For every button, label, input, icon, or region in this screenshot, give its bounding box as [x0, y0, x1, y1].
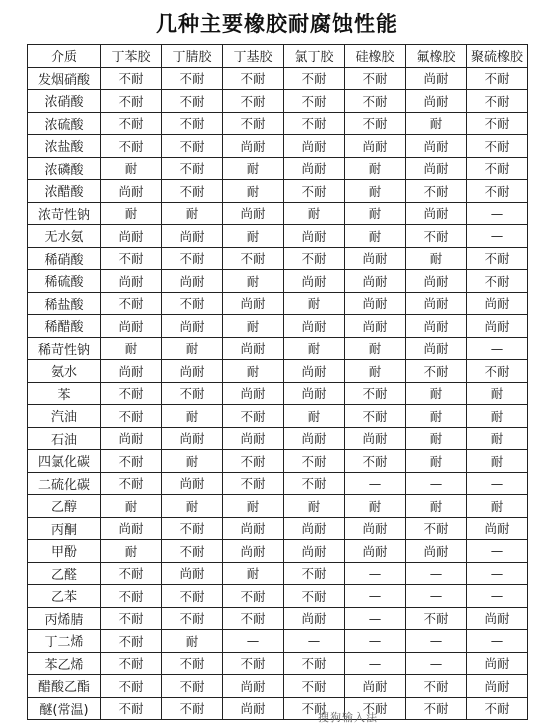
rating-cell: 耐: [284, 337, 345, 360]
rating-cell: —: [345, 562, 406, 585]
rating-cell: 尚耐: [467, 652, 528, 675]
rating-cell: 耐: [223, 157, 284, 180]
rating-cell: —: [467, 562, 528, 585]
rating-cell: 尚耐: [406, 67, 467, 90]
rating-cell: 不耐: [284, 112, 345, 135]
rating-cell: 不耐: [101, 90, 162, 113]
rating-cell: 尚耐: [345, 675, 406, 698]
rating-cell: 尚耐: [284, 540, 345, 563]
rating-cell: 尚耐: [101, 270, 162, 293]
table-row: [28, 360, 528, 383]
table-row: [28, 180, 528, 203]
medium-cell: 发烟硝酸: [28, 67, 101, 90]
rating-cell: 不耐: [101, 135, 162, 158]
rating-cell: 不耐: [284, 67, 345, 90]
rating-cell: 耐: [223, 270, 284, 293]
medium-cell: 稀苛性钠: [28, 337, 101, 360]
table-row: [28, 652, 528, 675]
rating-cell: —: [223, 630, 284, 653]
rating-cell: 不耐: [101, 652, 162, 675]
rating-cell: 不耐: [467, 135, 528, 158]
medium-cell: 浓磷酸: [28, 157, 101, 180]
rating-cell: 不耐: [406, 697, 467, 720]
rating-cell: 尚耐: [467, 517, 528, 540]
rating-cell: 不耐: [101, 675, 162, 698]
medium-cell: 四氯化碳: [28, 450, 101, 473]
rating-cell: 耐: [467, 427, 528, 450]
medium-cell: 苯乙烯: [28, 652, 101, 675]
rating-cell: 不耐: [162, 697, 223, 720]
medium-cell: 浓苛性钠: [28, 202, 101, 225]
rating-cell: 不耐: [467, 157, 528, 180]
medium-cell: 氨水: [28, 360, 101, 383]
rating-cell: 不耐: [162, 135, 223, 158]
rating-cell: 不耐: [162, 382, 223, 405]
rating-cell: 耐: [162, 202, 223, 225]
rating-cell: 尚耐: [223, 337, 284, 360]
rating-cell: 不耐: [284, 562, 345, 585]
rating-cell: 不耐: [101, 247, 162, 270]
rating-cell: 尚耐: [284, 517, 345, 540]
rating-cell: 不耐: [284, 585, 345, 608]
rating-cell: 耐: [345, 495, 406, 518]
column-header-rubber: 丁基胶: [223, 45, 284, 68]
rating-cell: 不耐: [284, 675, 345, 698]
rating-cell: 尚耐: [345, 540, 406, 563]
rating-cell: 不耐: [284, 472, 345, 495]
rating-cell: 不耐: [345, 112, 406, 135]
rating-cell: 尚耐: [345, 315, 406, 338]
rating-cell: 耐: [284, 292, 345, 315]
rating-cell: 尚耐: [345, 270, 406, 293]
rating-cell: 不耐: [284, 697, 345, 720]
rating-cell: 不耐: [101, 607, 162, 630]
rating-cell: 耐: [101, 495, 162, 518]
rating-cell: 不耐: [101, 472, 162, 495]
rating-cell: —: [406, 562, 467, 585]
rating-cell: 耐: [467, 405, 528, 428]
rating-cell: 不耐: [162, 540, 223, 563]
rating-cell: 不耐: [223, 405, 284, 428]
rating-cell: 不耐: [345, 90, 406, 113]
rating-cell: 不耐: [406, 675, 467, 698]
rating-cell: 不耐: [345, 697, 406, 720]
table-row: [28, 405, 528, 428]
rating-cell: 尚耐: [345, 247, 406, 270]
rating-cell: 耐: [162, 405, 223, 428]
medium-cell: 浓硝酸: [28, 90, 101, 113]
rating-cell: 耐: [467, 450, 528, 473]
rating-cell: 耐: [101, 202, 162, 225]
rating-cell: 耐: [101, 540, 162, 563]
rating-cell: 耐: [284, 405, 345, 428]
table-row: [28, 337, 528, 360]
rating-cell: 尚耐: [284, 382, 345, 405]
rating-cell: 不耐: [162, 67, 223, 90]
medium-cell: 汽油: [28, 405, 101, 428]
rating-cell: 尚耐: [223, 517, 284, 540]
rating-cell: 不耐: [467, 360, 528, 383]
column-header-rubber: 硅橡胶: [345, 45, 406, 68]
rating-cell: —: [467, 337, 528, 360]
table-row: [28, 202, 528, 225]
rating-cell: 不耐: [467, 90, 528, 113]
rating-cell: 尚耐: [406, 157, 467, 180]
rating-cell: 不耐: [223, 472, 284, 495]
rating-cell: 不耐: [467, 247, 528, 270]
rating-cell: 尚耐: [284, 157, 345, 180]
rating-cell: 耐: [406, 405, 467, 428]
rating-cell: 耐: [406, 450, 467, 473]
rating-cell: 耐: [162, 337, 223, 360]
rating-cell: 不耐: [467, 67, 528, 90]
rating-cell: 不耐: [406, 607, 467, 630]
page-title: 几种主要橡胶耐腐蚀性能: [156, 12, 398, 36]
rating-cell: 耐: [345, 180, 406, 203]
rating-cell: 耐: [223, 315, 284, 338]
rating-cell: 不耐: [101, 630, 162, 653]
rating-cell: 尚耐: [284, 427, 345, 450]
rating-cell: 耐: [223, 360, 284, 383]
medium-cell: 稀硝酸: [28, 247, 101, 270]
rating-cell: 尚耐: [223, 202, 284, 225]
table-row: [28, 517, 528, 540]
rating-cell: 耐: [406, 382, 467, 405]
table-row: [28, 135, 528, 158]
rating-cell: 不耐: [162, 652, 223, 675]
rating-cell: 耐: [345, 202, 406, 225]
rating-cell: 不耐: [223, 112, 284, 135]
footer-watermark: 搜狗输入法: [318, 711, 378, 724]
rating-cell: 尚耐: [101, 225, 162, 248]
rating-cell: 尚耐: [345, 135, 406, 158]
rating-cell: —: [467, 202, 528, 225]
table-body: [28, 67, 528, 720]
rating-cell: 不耐: [406, 225, 467, 248]
rating-cell: 不耐: [223, 67, 284, 90]
rating-cell: 尚耐: [406, 315, 467, 338]
rating-cell: 不耐: [467, 270, 528, 293]
rating-cell: 尚耐: [406, 135, 467, 158]
medium-cell: 稀醋酸: [28, 315, 101, 338]
rating-cell: 耐: [223, 180, 284, 203]
rating-cell: 尚耐: [284, 225, 345, 248]
rating-cell: —: [345, 472, 406, 495]
rating-cell: 耐: [101, 337, 162, 360]
rating-cell: 耐: [223, 562, 284, 585]
rating-cell: 尚耐: [284, 607, 345, 630]
rating-cell: 耐: [406, 427, 467, 450]
rating-cell: 不耐: [345, 67, 406, 90]
rating-cell: 尚耐: [223, 292, 284, 315]
rating-cell: 不耐: [162, 247, 223, 270]
medium-cell: 苯: [28, 382, 101, 405]
rating-cell: 不耐: [101, 112, 162, 135]
rating-cell: 尚耐: [223, 675, 284, 698]
rating-cell: 不耐: [406, 180, 467, 203]
rating-cell: 耐: [345, 337, 406, 360]
rating-cell: —: [467, 630, 528, 653]
rating-cell: 不耐: [162, 517, 223, 540]
rating-cell: 不耐: [162, 157, 223, 180]
table-row: [28, 157, 528, 180]
rating-cell: 耐: [406, 495, 467, 518]
rating-cell: 耐: [284, 202, 345, 225]
table-row: [28, 562, 528, 585]
table-row: [28, 540, 528, 563]
column-header-rubber: 氯丁胶: [284, 45, 345, 68]
medium-cell: 乙醇: [28, 495, 101, 518]
table-row: [28, 247, 528, 270]
table-row: [28, 495, 528, 518]
rating-cell: 尚耐: [284, 360, 345, 383]
rating-cell: 不耐: [284, 90, 345, 113]
medium-cell: 丙酮: [28, 517, 101, 540]
rating-cell: 尚耐: [223, 427, 284, 450]
medium-cell: 浓盐酸: [28, 135, 101, 158]
rating-cell: 不耐: [162, 585, 223, 608]
rating-cell: 不耐: [284, 247, 345, 270]
table-row: [28, 270, 528, 293]
table-row: [28, 472, 528, 495]
rating-cell: —: [467, 472, 528, 495]
column-header-rubber: 丁苯胶: [101, 45, 162, 68]
table-row: [28, 112, 528, 135]
rating-cell: 不耐: [101, 405, 162, 428]
rating-cell: 尚耐: [406, 270, 467, 293]
rating-cell: 耐: [345, 360, 406, 383]
header-row: [28, 45, 528, 68]
table-row: [28, 427, 528, 450]
rating-cell: 耐: [345, 157, 406, 180]
table-row: [28, 225, 528, 248]
rating-cell: 不耐: [223, 607, 284, 630]
medium-cell: 丙烯腈: [28, 607, 101, 630]
table-row: [28, 630, 528, 653]
rating-cell: —: [467, 540, 528, 563]
rating-cell: 不耐: [345, 405, 406, 428]
rating-cell: 尚耐: [406, 540, 467, 563]
rating-cell: 尚耐: [162, 270, 223, 293]
rating-cell: 不耐: [406, 360, 467, 383]
medium-cell: 二硫化碳: [28, 472, 101, 495]
medium-cell: 浓硫酸: [28, 112, 101, 135]
rating-cell: —: [467, 225, 528, 248]
rating-cell: 不耐: [284, 450, 345, 473]
rating-cell: 尚耐: [406, 292, 467, 315]
medium-cell: 无水氨: [28, 225, 101, 248]
rating-cell: 尚耐: [223, 135, 284, 158]
rating-cell: 不耐: [284, 652, 345, 675]
rating-cell: 尚耐: [223, 382, 284, 405]
rating-cell: 不耐: [101, 450, 162, 473]
rating-cell: 不耐: [406, 517, 467, 540]
rating-cell: 尚耐: [162, 427, 223, 450]
rating-cell: 不耐: [101, 697, 162, 720]
medium-cell: 乙醛: [28, 562, 101, 585]
medium-cell: 石油: [28, 427, 101, 450]
rating-cell: 不耐: [223, 450, 284, 473]
rating-cell: 不耐: [162, 292, 223, 315]
rating-cell: 不耐: [345, 382, 406, 405]
corrosion-resistance-table: [27, 44, 528, 720]
table-row: [28, 450, 528, 473]
rating-cell: 耐: [406, 112, 467, 135]
rating-cell: 尚耐: [162, 562, 223, 585]
table-row: [28, 67, 528, 90]
rating-cell: 尚耐: [284, 135, 345, 158]
rating-cell: 尚耐: [467, 315, 528, 338]
table-row: [28, 675, 528, 698]
rating-cell: 尚耐: [101, 360, 162, 383]
medium-cell: 醚(常温): [28, 697, 101, 720]
rating-cell: 尚耐: [162, 225, 223, 248]
rating-cell: 耐: [162, 495, 223, 518]
rating-cell: —: [467, 585, 528, 608]
rating-cell: —: [406, 585, 467, 608]
table-row: [28, 90, 528, 113]
table-row: [28, 292, 528, 315]
rating-cell: 耐: [162, 450, 223, 473]
rating-cell: 尚耐: [162, 360, 223, 383]
rating-cell: 尚耐: [406, 90, 467, 113]
rating-cell: —: [345, 630, 406, 653]
medium-cell: 稀硫酸: [28, 270, 101, 293]
rating-cell: 不耐: [162, 607, 223, 630]
medium-cell: 甲酚: [28, 540, 101, 563]
table-row: [28, 607, 528, 630]
rating-cell: 不耐: [101, 292, 162, 315]
rating-cell: 尚耐: [406, 337, 467, 360]
rating-cell: 不耐: [345, 450, 406, 473]
rating-cell: —: [406, 652, 467, 675]
rating-cell: 尚耐: [223, 540, 284, 563]
rating-cell: 耐: [223, 495, 284, 518]
rating-cell: —: [284, 630, 345, 653]
column-header-rubber: 氟橡胶: [406, 45, 467, 68]
rating-cell: 不耐: [162, 112, 223, 135]
table-row: [28, 585, 528, 608]
medium-cell: 乙苯: [28, 585, 101, 608]
rating-cell: 不耐: [223, 585, 284, 608]
rating-cell: 耐: [406, 247, 467, 270]
rating-cell: 不耐: [162, 90, 223, 113]
rating-cell: 不耐: [223, 90, 284, 113]
rating-cell: 尚耐: [284, 270, 345, 293]
rating-cell: 耐: [345, 225, 406, 248]
rating-cell: 不耐: [223, 247, 284, 270]
rating-cell: 不耐: [101, 562, 162, 585]
rating-cell: 不耐: [101, 382, 162, 405]
rating-cell: 耐: [467, 495, 528, 518]
table-row: [28, 315, 528, 338]
rating-cell: 尚耐: [467, 675, 528, 698]
rating-cell: 耐: [284, 495, 345, 518]
rating-cell: 不耐: [162, 180, 223, 203]
rating-cell: 不耐: [101, 67, 162, 90]
medium-cell: 稀盐酸: [28, 292, 101, 315]
medium-cell: 醋酸乙酯: [28, 675, 101, 698]
rating-cell: 不耐: [284, 180, 345, 203]
column-header-rubber: 丁腈胶: [162, 45, 223, 68]
medium-cell: 丁二烯: [28, 630, 101, 653]
rating-cell: 尚耐: [345, 517, 406, 540]
rating-cell: 不耐: [467, 697, 528, 720]
column-header-medium: 介质: [28, 45, 101, 68]
rating-cell: —: [406, 472, 467, 495]
rating-cell: 尚耐: [467, 607, 528, 630]
rating-cell: 不耐: [101, 585, 162, 608]
rating-cell: 不耐: [223, 652, 284, 675]
rating-cell: 尚耐: [345, 427, 406, 450]
rating-cell: 耐: [101, 157, 162, 180]
rating-cell: 不耐: [467, 112, 528, 135]
rating-cell: 耐: [223, 225, 284, 248]
rating-cell: —: [406, 630, 467, 653]
rating-cell: 耐: [467, 382, 528, 405]
rating-cell: —: [345, 607, 406, 630]
rating-cell: 尚耐: [162, 472, 223, 495]
rating-cell: 尚耐: [101, 427, 162, 450]
rating-cell: 尚耐: [101, 517, 162, 540]
rating-cell: 尚耐: [162, 315, 223, 338]
rating-cell: 尚耐: [101, 315, 162, 338]
rating-cell: —: [345, 652, 406, 675]
rating-cell: 不耐: [467, 180, 528, 203]
medium-cell: 浓醋酸: [28, 180, 101, 203]
table-row: [28, 382, 528, 405]
column-header-rubber: 聚硫橡胶: [467, 45, 528, 68]
rating-cell: 尚耐: [223, 697, 284, 720]
table-row: [28, 697, 528, 720]
rating-cell: 尚耐: [467, 292, 528, 315]
rating-cell: 尚耐: [406, 202, 467, 225]
rating-cell: 尚耐: [284, 315, 345, 338]
rating-cell: 尚耐: [345, 292, 406, 315]
rating-cell: 不耐: [162, 675, 223, 698]
rating-cell: —: [345, 585, 406, 608]
rating-cell: 耐: [162, 630, 223, 653]
rating-cell: 尚耐: [101, 180, 162, 203]
